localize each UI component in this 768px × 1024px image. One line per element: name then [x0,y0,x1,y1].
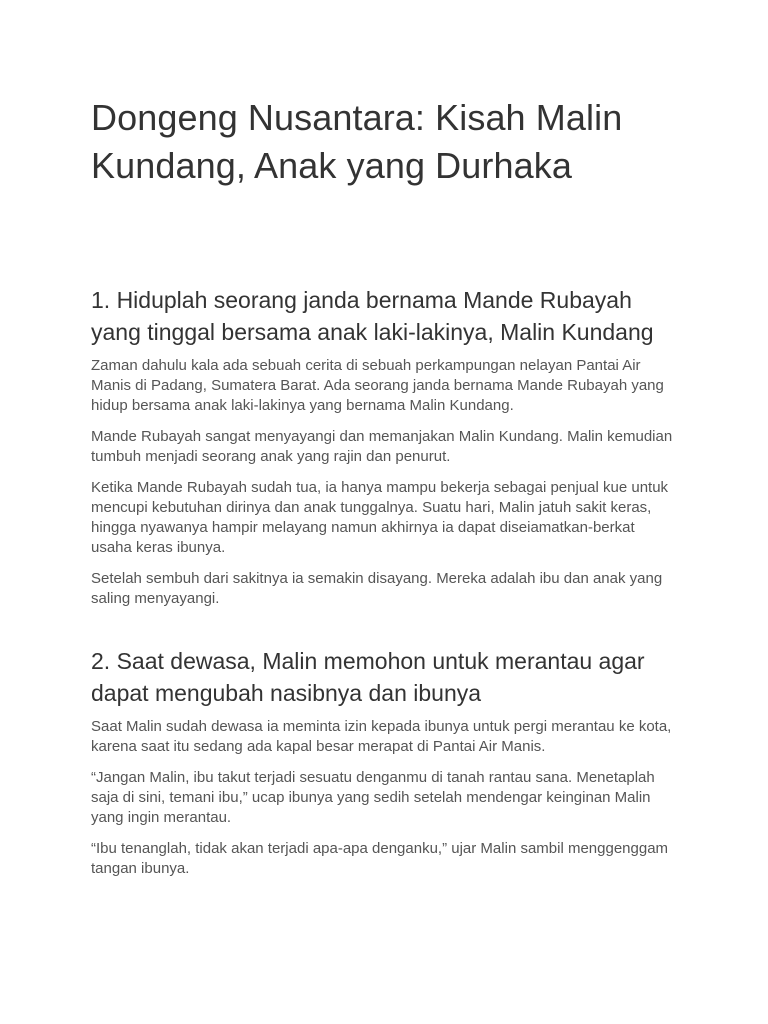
document-title: Dongeng Nusantara: Kisah Malin Kundang, Anak yang Durhaka [91,97,623,186]
paragraph: Saat Malin sudah dewasa ia meminta izin kepada ibunya untuk pergi merantau ke kota, karena saat itu sedang ada kapal besar merapat di Pantai Air Manis. [91,718,672,755]
paragraph: Mande Rubayah sangat menyayangi dan memanjakan Malin Kundang. Malin kemudian tumbuh menjadi seorang anak yang rajin dan penurut. [91,428,673,465]
paragraph: Ketika Mande Rubayah sudah tua, ia hanya mampu bekerja sebagai penjual kue untuk mencupi kebutuhan dirinya dan anak tunggalnya. Suatu hari, Malin jatuh sakit keras, hingga nyawanya hampir melayang namun akhirnya ia dapat diseiamatkan-berkat usaha keras ibunya. [91,479,669,556]
section-heading: 2. Saat dewasa, Malin memohon untuk merantau agar dapat mengubah nasibnya dan ibunya [91,648,645,706]
paragraph: Zaman dahulu kala ada sebuah cerita di sebuah perkampungan nelayan Pantai Air Manis di Padang, Sumatera Barat. Ada seorang janda bernama Mande Rubayah yang hidup bersama anak laki-lakinya yang bernama Malin Kundang. [91,357,664,414]
section-heading: 1. Hiduplah seorang janda bernama Mande Rubayah yang tinggal bersama anak laki-lakinya, Malin Kundang [91,287,654,345]
paragraph: “Ibu tenanglah, tidak akan terjadi apa-apa denganku,” ujar Malin sambil menggenggam tangan ibunya. [91,840,669,877]
paragraph: Setelah sembuh dari sakitnya ia semakin disayang. Mereka adalah ibu dan anak yang saling menyayangi. [91,570,663,607]
paragraph: “Jangan Malin, ibu takut terjadi sesuatu denganmu di tanah rantau sana. Menetaplah saja di sini, temani ibu,” ucap ibunya yang sedih setelah mendengar keinginan Malin yang ingin merantau. [91,769,655,826]
section-1 [91,284,678,609]
section-2 [91,645,678,879]
